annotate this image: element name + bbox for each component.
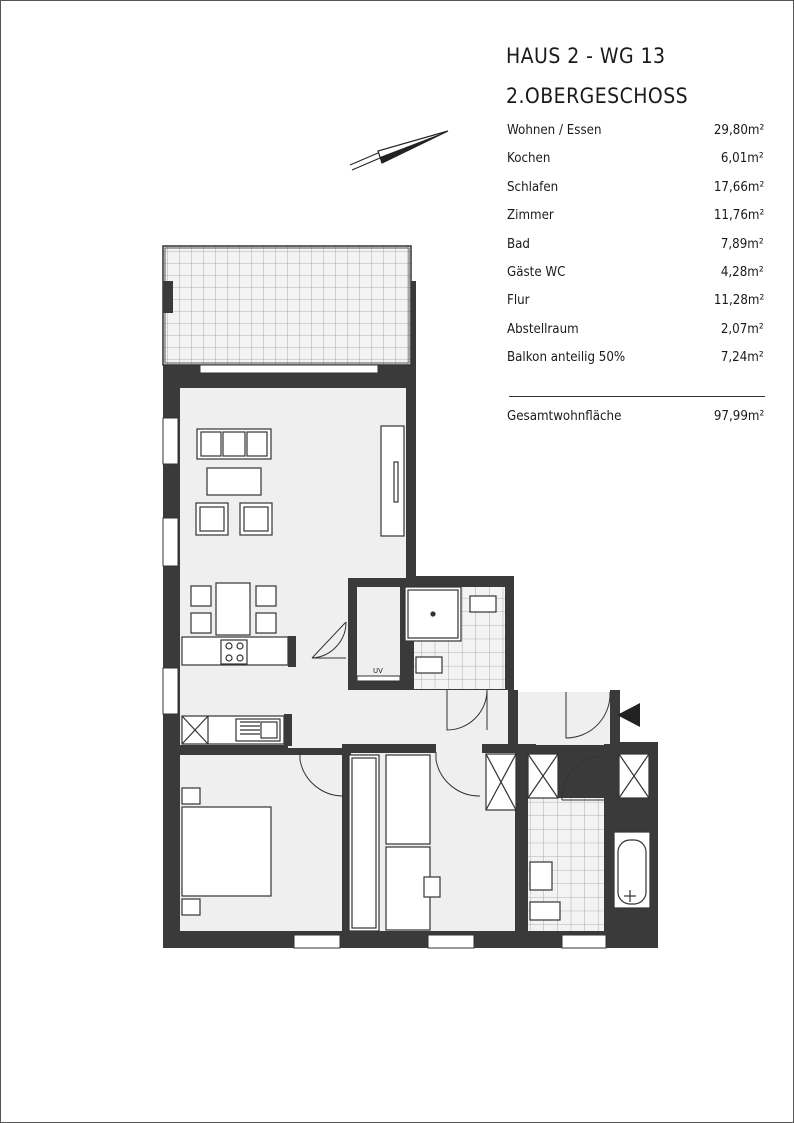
total-value: 97,99m² [713, 408, 764, 424]
wall-segment [348, 578, 357, 690]
unit-title: HAUS 2 - WG 13 [506, 44, 666, 68]
uv-panel [357, 676, 400, 681]
area-label: Gäste WC [507, 263, 566, 280]
kitchen-counter-bottom [182, 716, 284, 744]
area-label: Zimmer [507, 207, 554, 224]
uv-label: UV [373, 667, 383, 675]
area-value: 4,28m² [721, 263, 764, 280]
north-arrow-icon [350, 131, 448, 170]
wall-segment [342, 744, 436, 753]
area-value: 2,07m² [721, 320, 764, 337]
kitchen-end-wall [288, 636, 296, 667]
wardrobe [349, 755, 379, 931]
kitchen-counter-top [182, 637, 288, 665]
area-label: Wohnen / Essen [507, 122, 602, 138]
total-label: Gesamtwohnfläche [507, 408, 622, 424]
balcony [163, 246, 411, 365]
area-label: Abstellraum [507, 320, 579, 337]
wall-segment [508, 690, 518, 748]
storage-floor [357, 587, 400, 678]
area-value: 11,76m² [713, 207, 764, 224]
entrance-arrow-icon [617, 703, 640, 727]
area-label: Schlafen [507, 178, 559, 195]
wall-segment [604, 744, 614, 931]
kitchen-end-wall [284, 714, 292, 746]
area-value: 7,24m² [721, 349, 764, 366]
bed [182, 788, 271, 915]
area-label: Kochen [507, 150, 551, 167]
wall-segment [180, 745, 288, 755]
area-value: 6,01m² [721, 150, 764, 167]
wall-segment [610, 690, 620, 702]
wall-segment [524, 744, 536, 753]
wall-segment [348, 681, 414, 690]
area-label: Bad [507, 235, 530, 252]
floor-title: 2.OBERGESCHOSS [506, 84, 689, 108]
area-label: Flur [507, 292, 530, 309]
tv-cabinet [381, 426, 404, 536]
area-value: 7,89m² [721, 235, 764, 252]
area-value: 29,80m² [713, 122, 764, 138]
area-value: 11,28m² [713, 292, 764, 309]
area-value: 17,66m² [713, 178, 764, 195]
sofa [197, 429, 271, 459]
coffee-table [207, 468, 261, 495]
area-label: Balkon anteilig 50% [507, 349, 626, 366]
balcony-post [163, 281, 173, 313]
